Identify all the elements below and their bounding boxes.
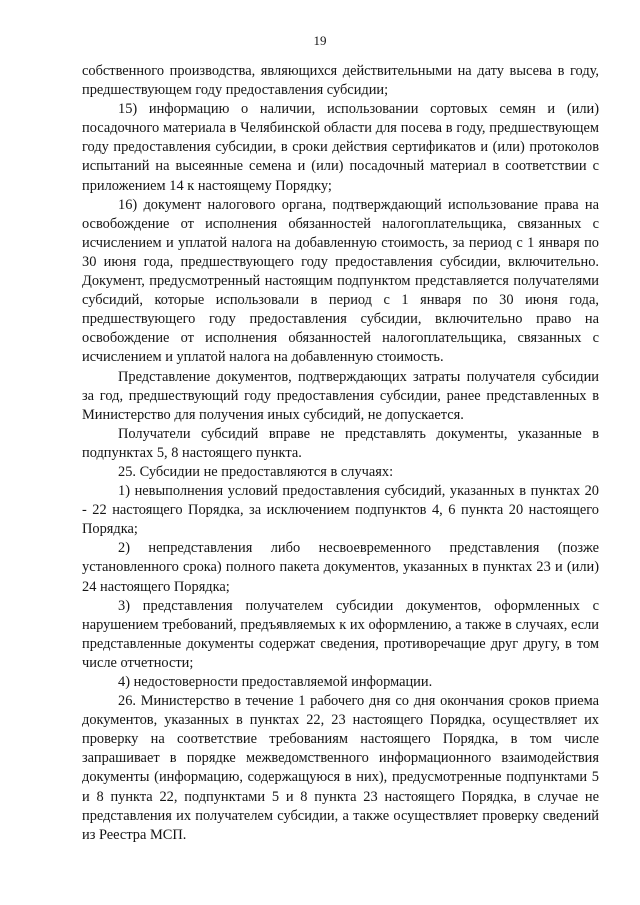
- paragraph-clause-25-item-2: 2) непредставления либо несвоевременного представления (позже установленного срока) полного пакета документов, указанных в пунктах 23 и (или) 24 настоящего Порядка;: [82, 540, 599, 595]
- paragraph-clause-25-item-1: 1) невыполнения условий предоставления субсидий, указанных в пунктах 20 - 22 настоящего Порядка, за исключением подпунктов 4, 6 пункта 20 настоящего Порядка;: [82, 483, 599, 538]
- paragraph-clause-25-item-4: 4) недостоверности предоставляемой информации.: [118, 674, 433, 690]
- paragraph-continuation: собственного производства, являющихся действительными на дату высева в году, предшествующем году предоставления субсидии;: [82, 63, 599, 99]
- document-body: [82, 62, 599, 845]
- paragraph-clause-25-item-3: 3) представления получателем субсидии документов, оформленных с нарушением требований, предъявляемых к их оформлению, а также в случаях, если представленные документы содержат сведения, противоречащие друг другу, в том числе отчетности;: [82, 597, 599, 671]
- paragraph-recipients-right: Получатели субсидий вправе не представлять документы, указанные в подпунктах 5, 8 настоящего пункта.: [82, 425, 599, 461]
- paragraph-item-16: 16) документ налогового органа, подтверждающий использование права на освобождение от исполнения обязанностей налогоплательщика, связанных с исчислением и уплатой налога на добавленную стоимость, за период с 1 января по 30 июня года, предшествующего году предоставления субсидии, включительно. Документ, предусмотренный настоящим подпунктом представляется получателями субсидий, которые использовали в период с 1 января по 30 июня года, предшествующего году предоставления субсидии, включительно право на освобождение от исполнения обязанностей налогоплательщика, связанных с исчислением и уплатой налога на добавленную стоимость.: [82, 196, 599, 366]
- paragraph-clause-26: 26. Министерство в течение 1 рабочего дня со дня окончания сроков приема документов, указанных в пунктах 22, 23 настоящего Порядка, осуществляет их проверку на соответствие требованиям настоящего Порядка, в том числе запрашивает в порядке межведомственного информационного взаимодействия документы (информацию, содержащуюся в них), предусмотренные подпунктами 5 и 8 пункта 22, подпунктами 5 и 8 пункта 23 настоящего Порядка, в случае не представления их получателем субсидии, а также осуществляет проверку сведений из Реестра МСП.: [82, 693, 599, 843]
- paragraph-item-15: 15) информацию о наличии, использовании сортовых семян и (или) посадочного материала в Челябинской области для посева в году, предшествующем году предоставления субсидии, в сроки действия сертификатов и (или) протоколов испытаний на высеянные семена и (или) посадочный материал в соответствии с приложением 14 к настоящему Порядку;: [82, 101, 599, 194]
- page-number: 19: [313, 33, 327, 48]
- paragraph-cost-documents: Представление документов, подтверждающих затраты получателя субсидии за год, предшествующий году предоставления субсидии, ранее представленных в Министерство для получения иных субсидий, не допускается.: [82, 368, 599, 423]
- paragraph-clause-25: 25. Субсидии не предоставляются в случаях:: [118, 463, 394, 480]
